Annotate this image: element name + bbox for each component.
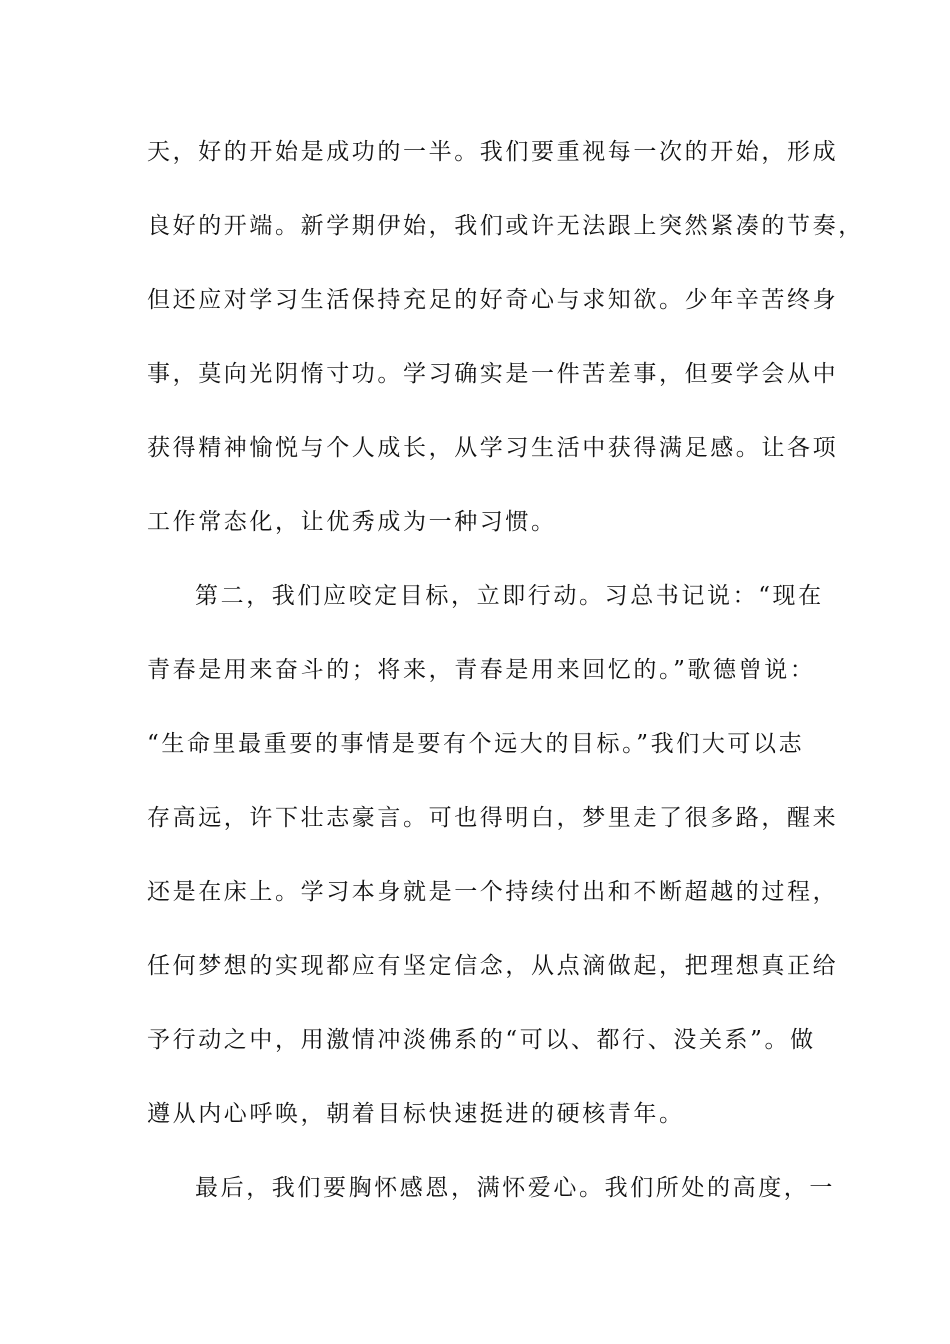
text-line: 但还应对学习生活保持充足的好奇心与求知欲。少年辛苦终身 <box>147 287 839 313</box>
text-line: “生命里最重要的事情是要有个远大的目标。”我们大可以志 <box>147 731 805 757</box>
text-line: 青春是用来奋斗的；将来，青春是用来回忆的。”歌德曾说： <box>147 657 816 683</box>
text-line: 遵从内心呼唤，朝着目标快速挺进的硬核青年。 <box>147 1101 685 1127</box>
text-line: 事，莫向光阴惰寸功。学习确实是一件苦差事，但要学会从中 <box>147 361 839 387</box>
paragraph-start-line: 第二，我们应咬定目标，立即行动。习总书记说：“现在 <box>195 583 824 609</box>
body-text <box>147 126 864 1236</box>
text-line: 予行动之中，用激情冲淡佛系的“可以、都行、没关系”。做 <box>147 1027 816 1053</box>
text-line: 工作常态化，让优秀成为一种习惯。 <box>147 509 557 535</box>
text-line: 获得精神愉悦与个人成长，从学习生活中获得满足感。让各项 <box>147 435 839 461</box>
paragraph-start-line: 最后，我们要胸怀感恩，满怀爱心。我们所处的高度，一 <box>195 1175 835 1201</box>
text-line: 还是在床上。学习本身就是一个持续付出和不断超越的过程， <box>147 879 839 905</box>
text-line: 天，好的开始是成功的一半。我们要重视每一次的开始，形成 <box>147 139 839 165</box>
text-line: 存高远，许下壮志豪言。可也得明白，梦里走了很多路，醒来 <box>147 805 839 831</box>
text-line: 良好的开端。新学期伊始，我们或许无法跟上突然紧凑的节奏， <box>147 213 864 239</box>
text-line: 任何梦想的实现都应有坚定信念，从点滴做起，把理想真正给 <box>147 953 839 979</box>
